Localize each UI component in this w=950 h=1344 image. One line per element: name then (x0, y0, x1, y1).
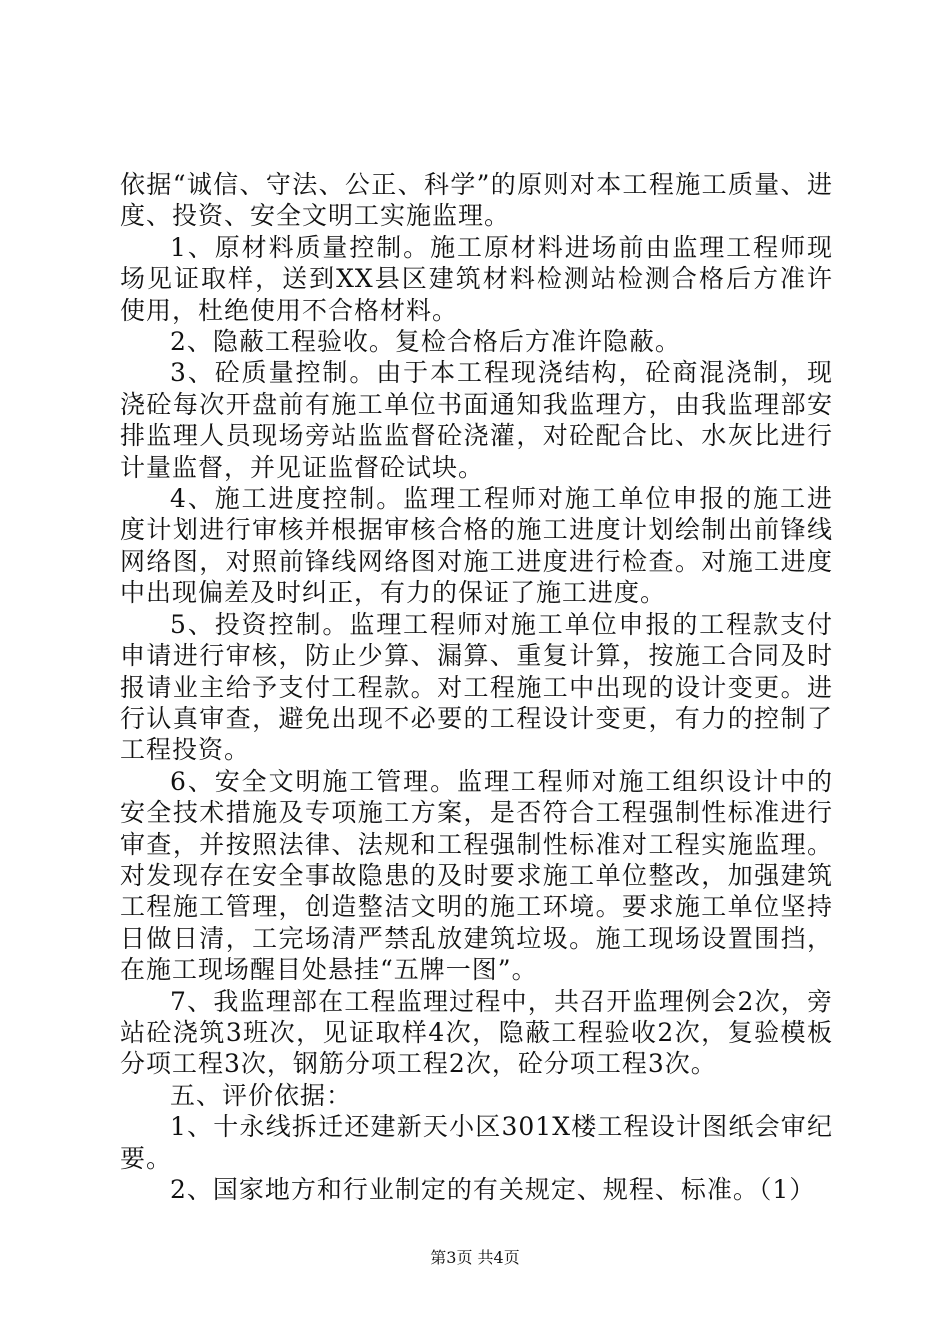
paragraph-safety-management: 6、安全文明施工管理。监理工程师对施工组织设计中的安全技术措施及专项施工方案，是否符合工程强制性标准进行审查，并按照法律、法规和工程强制性标准对工程实施监理。对发现存在安全事故隐患的及时要求施工单位整改，加强建筑工程施工管理，创造整洁文明的施工环境。要求施工单位坚持日做日清，工完场清严禁乱放建筑垃圾。施工现场设置围挡，在施工现场醒目处悬挂“五牌一图”。 (120, 766, 833, 985)
paragraph-intro: 依据“诚信、守法、公正、科学”的原则对本工程施工质量、进度、投资、安全文明工实施监理。 (120, 170, 833, 231)
document-body (120, 169, 833, 1205)
page-number-footer: 第3页 共4页 (430, 1248, 520, 1267)
paragraph-basis-drawing-review: 1、十永线拆迁还建新天小区301X楼工程设计图纸会审纪要。 (120, 1112, 833, 1173)
paragraph-concrete-quality-control: 3、砼质量控制。由于本工程现浇结构，砼商混浇制，现浇砼每次开盘前有施工单位书面通知我监理方，由我监理部安排监理人员现场旁站监监督砼浇灌，对砼配合比、水灰比进行计量监督，并见证监督砼试块。 (120, 358, 833, 482)
paragraph-concealed-work-acceptance: 2、隐蔽工程验收。复检合格后方准许隐蔽。 (170, 327, 681, 357)
section-heading-evaluation-basis: 五、评价依据： (170, 1080, 353, 1110)
paragraph-investment-control: 5、投资控制。监理工程师对施工单位申报的工程款支付申请进行审核，防止少算、漏算、重复计算，按施工合同及时报请业主给予支付工程款。对工程施工中出现的设计变更。进行认真审查，避免出现不必要的工程设计变更，有力的控制了工程投资。 (120, 609, 833, 765)
paragraph-basis-regulations: 2、国家地方和行业制定的有关规定、规程、标准。（1） (170, 1175, 816, 1204)
paragraph-progress-control: 4、施工进度控制。监理工程师对施工单位申报的施工进度计划进行审核并根据审核合格的施工进度计划绘制出前锋线网络图，对照前锋线网络图对施工进度进行检查。对施工进度中出现偏差及时纠正，有力的保证了施工进度。 (120, 484, 833, 608)
paragraph-supervision-summary: 7、我监理部在工程监理过程中，共召开监理例会2次，旁站砼浇筑3班次，见证取样4次，隐蔽工程验收2次，复验模板分项工程3次，钢筋分项工程2次，砼分项工程3次。 (120, 986, 833, 1079)
paragraph-raw-material-control: 1、原材料质量控制。施工原材料进场前由监理工程师现场见证取样，送到XX县区建筑材料检测站检测合格后方准许使用，杜绝使用不合格材料。 (120, 232, 833, 325)
